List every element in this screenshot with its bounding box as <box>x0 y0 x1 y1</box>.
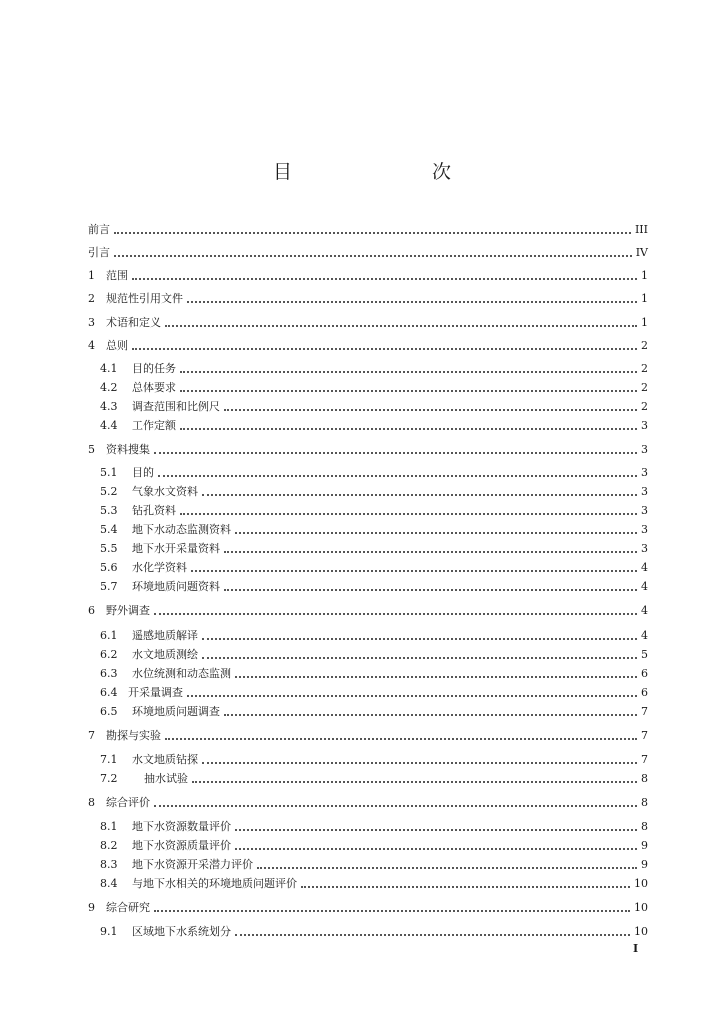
toc-entry-label: 开采量调查 <box>128 686 183 699</box>
toc-entry-number: 7.2 <box>100 772 118 785</box>
dot-leader <box>180 512 637 515</box>
toc-entry[interactable] <box>100 751 648 767</box>
toc-entry-page: 7 <box>641 705 648 718</box>
toc-entry-number: 3 <box>88 316 95 329</box>
toc-entry-page: 1 <box>641 269 648 282</box>
toc-entry-page: III <box>634 223 648 236</box>
dot-leader <box>224 713 637 716</box>
toc-entry-number: 6.4 <box>100 686 118 699</box>
toc-entry[interactable] <box>88 602 648 618</box>
toc-entry[interactable] <box>88 244 648 260</box>
toc-entry-label: 水化学资料 <box>132 561 187 574</box>
toc-entry-label: 地下水资源数量评价 <box>132 820 231 833</box>
toc-entry-page: 8 <box>641 820 648 833</box>
toc-entry-number: 5 <box>88 443 95 456</box>
toc-entry-page: 4 <box>641 604 648 617</box>
dot-leader <box>187 694 637 697</box>
toc-entry-number: 4.4 <box>100 419 118 432</box>
dot-leader <box>235 847 637 850</box>
toc-entry-label: 遥感地质解译 <box>132 629 198 642</box>
toc-entry-page: IV <box>635 246 648 259</box>
toc-entry-number: 5.6 <box>100 561 118 574</box>
toc-entry-number: 4.1 <box>100 362 118 375</box>
toc-entry[interactable] <box>100 646 648 662</box>
dot-leader <box>114 231 631 234</box>
toc-entry-page: 6 <box>641 686 648 699</box>
toc-entry-label: 工作定额 <box>132 419 176 432</box>
toc-entry-page: 6 <box>641 667 648 680</box>
dot-leader <box>202 493 637 496</box>
toc-entry[interactable] <box>88 794 648 810</box>
toc-entry-label: 水文地质测绘 <box>132 648 198 661</box>
toc-entry[interactable] <box>88 337 648 353</box>
toc-entry[interactable] <box>100 770 648 786</box>
toc-entry-label: 与地下水相关的环境地质问题评价 <box>132 877 297 890</box>
toc-entry-page: 3 <box>641 419 648 432</box>
toc-entry-page: 3 <box>641 466 648 479</box>
toc-entry-page: 2 <box>641 362 648 375</box>
toc-entry-page: 3 <box>641 523 648 536</box>
toc-entry-number: 6.5 <box>100 705 118 718</box>
toc-entry-label: 地下水资源开采潜力评价 <box>132 858 253 871</box>
toc-entry-label: 资料搜集 <box>106 443 150 456</box>
dot-leader <box>235 675 637 678</box>
dot-leader <box>165 737 637 740</box>
toc-entry-label: 目的任务 <box>132 362 176 375</box>
toc-entry-number: 7.1 <box>100 753 118 766</box>
dot-leader <box>180 370 637 373</box>
toc-entry-label: 范围 <box>106 269 128 282</box>
toc-entry[interactable] <box>88 290 648 306</box>
toc-entry-label: 综合研究 <box>106 901 150 914</box>
toc-entry-page: 3 <box>641 485 648 498</box>
toc-entry-page: 9 <box>641 858 648 871</box>
toc-entry[interactable] <box>100 379 648 395</box>
toc-entry-label: 地下水动态监测资料 <box>132 523 231 536</box>
toc-entry[interactable] <box>100 684 648 700</box>
toc-entry[interactable] <box>88 314 648 330</box>
toc-entry[interactable] <box>88 899 648 915</box>
toc-entry-page: 8 <box>641 772 648 785</box>
toc-entry[interactable] <box>100 398 648 414</box>
toc-entry-label: 环境地质问题调查 <box>132 705 220 718</box>
dot-leader <box>154 451 637 454</box>
toc-entry[interactable] <box>100 703 648 719</box>
toc-entry-page: 7 <box>641 729 648 742</box>
toc-entry-number: 2 <box>88 292 95 305</box>
dot-leader <box>235 828 637 831</box>
toc-entry[interactable] <box>100 578 648 594</box>
toc-entry-number: 8.1 <box>100 820 118 833</box>
dot-leader <box>154 612 637 615</box>
toc-entry[interactable] <box>100 856 648 872</box>
toc-entry-number: 8.2 <box>100 839 118 852</box>
toc-entry-number: 6 <box>88 604 95 617</box>
dot-leader <box>202 656 637 659</box>
toc-entry-page: 2 <box>641 400 648 413</box>
toc-entry[interactable] <box>88 727 648 743</box>
toc-entry-label: 总体要求 <box>132 381 176 394</box>
toc-entry-page: 2 <box>641 339 648 352</box>
toc-entry-label: 目的 <box>132 466 154 479</box>
toc-entry-page: 1 <box>641 292 648 305</box>
toc-entry-label: 规范性引用文件 <box>106 292 183 305</box>
toc-entry-number: 4.2 <box>100 381 118 394</box>
toc-entry[interactable] <box>88 221 648 237</box>
dot-leader <box>132 347 637 350</box>
toc-entry-number: 5.7 <box>100 580 118 593</box>
toc-entry-label: 引言 <box>88 246 110 259</box>
toc-entry[interactable] <box>100 837 648 853</box>
toc-entry-number: 6.2 <box>100 648 118 661</box>
toc-entry-number: 5.5 <box>100 542 118 555</box>
toc-entry[interactable] <box>88 267 648 283</box>
toc-entry-number: 6.1 <box>100 629 118 642</box>
toc-entry-page: 5 <box>641 648 648 661</box>
toc-entry[interactable] <box>100 483 648 499</box>
dot-leader <box>158 474 637 477</box>
dot-leader <box>202 761 637 764</box>
toc-entry-number: 4.3 <box>100 400 118 413</box>
toc-entry-number: 8 <box>88 796 95 809</box>
toc-entry-number: 8.3 <box>100 858 118 871</box>
dot-leader <box>202 637 637 640</box>
toc-entry-page: 8 <box>641 796 648 809</box>
toc-entry-number: 6.3 <box>100 667 118 680</box>
toc-entry-page: 4 <box>641 561 648 574</box>
toc-entry-label: 抽水试验 <box>144 772 188 785</box>
toc-entry-label: 地下水资源质量评价 <box>132 839 231 852</box>
toc-entry[interactable] <box>100 818 648 834</box>
dot-leader <box>191 569 637 572</box>
dot-leader <box>180 427 637 430</box>
dot-leader <box>235 531 637 534</box>
toc-entry[interactable] <box>100 360 648 376</box>
toc-entry[interactable] <box>100 464 648 480</box>
toc-entry-label: 勘探与实验 <box>106 729 161 742</box>
toc-entry-label: 钻孔资料 <box>132 504 176 517</box>
toc-entry-page: 7 <box>641 753 648 766</box>
toc-entry-number: 5.3 <box>100 504 118 517</box>
toc-entry-page: 2 <box>641 381 648 394</box>
toc-entry[interactable] <box>100 540 648 556</box>
toc-entry-label: 综合评价 <box>106 796 150 809</box>
toc-entry-label: 总则 <box>106 339 128 352</box>
toc-entry-label: 前言 <box>88 223 110 236</box>
toc-entry[interactable] <box>100 559 648 575</box>
toc-entry-number: 7 <box>88 729 95 742</box>
toc-entry[interactable] <box>100 627 648 643</box>
toc-entry-label: 调查范围和比例尺 <box>132 400 220 413</box>
toc-entry-page: 10 <box>634 877 648 890</box>
toc-entry[interactable] <box>100 502 648 518</box>
toc-entry-label: 术语和定义 <box>106 316 161 329</box>
dot-leader <box>114 254 632 257</box>
toc-entry-page: 1 <box>641 316 648 329</box>
toc-entry-number: 1 <box>88 269 95 282</box>
toc-entry-number: 5.4 <box>100 523 118 536</box>
dot-leader <box>154 909 630 912</box>
toc-entry[interactable] <box>100 875 648 891</box>
dot-leader <box>165 324 637 327</box>
page-folio: I <box>633 942 639 955</box>
toc-entry-page: 3 <box>641 504 648 517</box>
toc-entry-label: 环境地质问题资料 <box>132 580 220 593</box>
toc-entry-page: 10 <box>634 901 648 914</box>
toc-entry-page: 4 <box>641 629 648 642</box>
toc-entry-page: 9 <box>641 839 648 852</box>
toc-entry-label: 区域地下水系统划分 <box>132 925 231 938</box>
toc-entry[interactable] <box>100 665 648 681</box>
dot-leader <box>224 408 637 411</box>
toc-entry-page: 3 <box>641 443 648 456</box>
toc-entry-label: 野外调查 <box>106 604 150 617</box>
toc-entry[interactable] <box>100 521 648 537</box>
dot-leader <box>235 933 630 936</box>
toc-entry-page: 10 <box>634 925 648 938</box>
toc-entry-number: 5.2 <box>100 485 118 498</box>
dot-leader <box>187 300 637 303</box>
page-title: 目 次 <box>272 161 485 183</box>
toc-entry-label: 地下水开采量资料 <box>132 542 220 555</box>
toc-entry-page: 4 <box>641 580 648 593</box>
dot-leader <box>180 389 637 392</box>
toc-entry-label: 水位统测和动态监测 <box>132 667 231 680</box>
toc-entry[interactable] <box>100 417 648 433</box>
dot-leader <box>132 277 637 280</box>
toc-entry-number: 4 <box>88 339 95 352</box>
toc-entry-label: 气象水文资料 <box>132 485 198 498</box>
toc-entry[interactable] <box>88 441 648 457</box>
dot-leader <box>192 780 637 783</box>
toc-entry-number: 8.4 <box>100 877 118 890</box>
dot-leader <box>257 866 637 869</box>
dot-leader <box>154 804 637 807</box>
toc-entry-page: 3 <box>641 542 648 555</box>
toc-entry-label: 水文地质钻探 <box>132 753 198 766</box>
dot-leader <box>224 588 637 591</box>
toc-entry-number: 9 <box>88 901 95 914</box>
toc-entry-number: 5.1 <box>100 466 118 479</box>
toc-entry-number: 9.1 <box>100 925 118 938</box>
toc-entry[interactable] <box>100 923 648 939</box>
dot-leader <box>301 885 630 888</box>
dot-leader <box>224 550 637 553</box>
